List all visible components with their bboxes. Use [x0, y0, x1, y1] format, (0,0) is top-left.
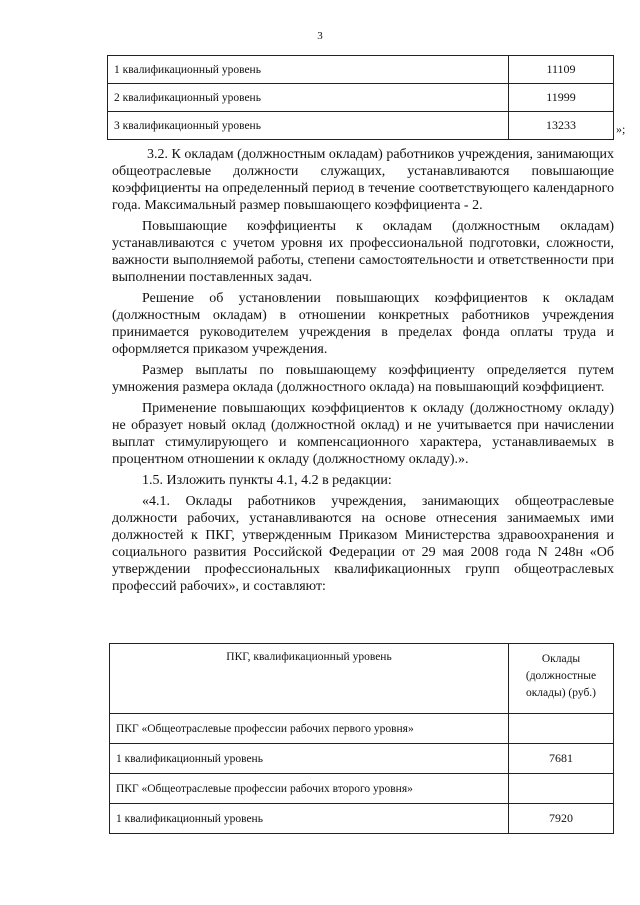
- paragraph: 1.5. Изложить пункты 4.1, 4.2 в редакции:: [142, 473, 392, 488]
- column-header-salary: Оклады (должностные оклады) (руб.): [509, 644, 614, 714]
- table-row: [108, 112, 614, 140]
- level-cell: 3 квалификационный уровень: [108, 112, 509, 140]
- paragraph: Применение повышающих коэффициентов к окладу (должностному окладу) не образует новый оклад (должностной оклад) и не учитывается при начислении выплат стимулирующего и компенсационного характера, устанавливаемых в процентном отношении к окладу (должностному окладу).».: [112, 401, 614, 467]
- workers-salary-table: [109, 643, 614, 834]
- salary-cell: [509, 714, 614, 744]
- level-cell: 2 квалификационный уровень: [108, 84, 509, 112]
- table-row: [110, 774, 614, 804]
- paragraph: Решение об установлении повышающих коэффициентов к окладам (должностным окладам) в отношении конкретных работников учреждения принимается руководителем учреждения в пределах фонда оплаты труда и оформляется приказом учреждения.: [112, 291, 614, 357]
- column-header-pkg: ПКГ, квалификационный уровень: [110, 644, 509, 714]
- table-row: [110, 744, 614, 774]
- paragraph: «4.1. Оклады работников учреждения, занимающих общеотраслевые должности рабочих, устанавливаются на основе отнесения занимаемых ими должностей к ПКГ, утвержденным Приказом Министерства здравоохранения и социального развития Российской Федерации от 29 мая 2008 года N 248н «Об утверждении профессиональных квалификационных групп общеотраслевых профессий рабочих», и составляют:: [112, 494, 614, 594]
- level-cell: 1 квалификационный уровень: [110, 804, 509, 834]
- closing-quote: »;: [616, 122, 626, 136]
- salary-cell: 11109: [509, 56, 614, 84]
- salary-cell: 7920: [509, 804, 614, 834]
- document-body: [112, 146, 614, 599]
- table-row: [110, 714, 614, 744]
- paragraph: Повышающие коэффициенты к окладам (должностным окладам) устанавливаются с учетом уровня их профессиональной подготовки, сложности, важности выполняемой работы, степени самостоятельности и ответственности при выполнении поставленных задач.: [112, 219, 614, 285]
- salary-cell: 7681: [509, 744, 614, 774]
- table-header-row: [110, 644, 614, 714]
- table-row: [108, 84, 614, 112]
- level-cell: 1 квалификационный уровень: [110, 744, 509, 774]
- page-number: 3: [317, 30, 323, 42]
- table-row: [110, 804, 614, 834]
- paragraph: 3.2. К окладам (должностным окладам) работников учреждения, занимающих общеотраслевые должности служащих, устанавливаются повышающие коэффициенты на определенный период в течение соответствующего календарного года. Максимальный размер повышающего коэффициента - 2.: [112, 147, 614, 213]
- salary-cell: 11999: [509, 84, 614, 112]
- salary-cell: [509, 774, 614, 804]
- paragraph: Размер выплаты по повышающему коэффициенту определяется путем умножения размера оклада (должностного оклада) на повышающий коэффициент.: [112, 363, 614, 395]
- pkg-cell: ПКГ «Общеотраслевые профессии рабочих первого уровня»: [110, 714, 509, 744]
- salary-table-continued: [107, 55, 614, 140]
- salary-cell: 13233: [509, 112, 614, 140]
- level-cell: 1 квалификационный уровень: [108, 56, 509, 84]
- table-row: [108, 56, 614, 84]
- pkg-cell: ПКГ «Общеотраслевые профессии рабочих второго уровня»: [110, 774, 509, 804]
